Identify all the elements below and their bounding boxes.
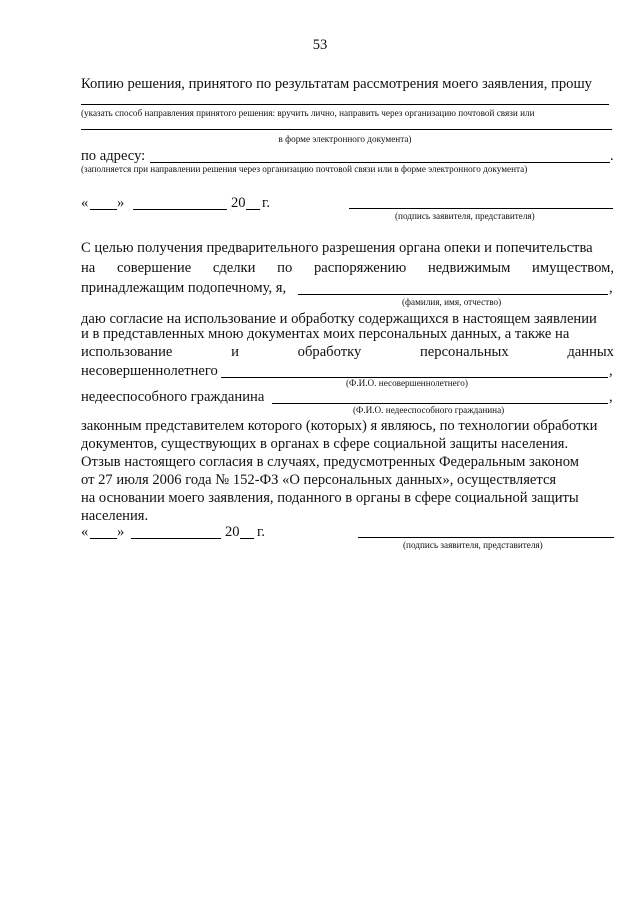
purpose-line-3: принадлежащим подопечному, я,: [81, 280, 287, 296]
incapable-line-end: ,: [609, 389, 613, 405]
minor-line-end: ,: [609, 363, 613, 379]
purpose-word: совершение: [117, 260, 192, 276]
consent-word: данных: [567, 344, 614, 360]
page-number: 53: [312, 37, 328, 53]
revoke-line-2: от 27 июля 2006 года № 152-ФЗ «О персональных данных», осуществляется: [81, 472, 557, 488]
consent-word: обработку: [297, 344, 362, 360]
signature-2-hint: (подпись заявителя, представителя): [403, 540, 543, 550]
address-end: .: [610, 148, 614, 164]
date-quote-close: »: [117, 195, 125, 211]
date-2-year-suffix: г.: [257, 524, 265, 540]
decision-copy-text: Копию решения, принятого по результатам рассмотрения моего заявления, прошу: [81, 76, 592, 92]
date-month-line: [133, 209, 227, 210]
fio-line-end: ,: [609, 280, 613, 296]
consent-line-3: [81, 344, 614, 361]
incapable-line: [272, 403, 608, 404]
fio-hint: (фамилия, имя, отчество): [402, 297, 502, 307]
decision-method-line-2: [81, 129, 612, 130]
purpose-line-2: [81, 260, 614, 277]
incapable-label: недееспособного гражданина: [81, 389, 265, 405]
minor-hint: (Ф.И.О. несовершеннолетнего): [346, 378, 468, 388]
date-2-day-line: [90, 538, 117, 539]
purpose-word: на: [81, 260, 96, 276]
date-2-quote-close: »: [117, 524, 125, 540]
purpose-word: недвижимым: [427, 260, 511, 276]
address-line: [150, 162, 610, 163]
consent-line-2: и в представленных мною документах моих персональных данных, а также на: [81, 326, 570, 342]
consent-word: персональных: [420, 344, 509, 360]
consent-line-1: даю согласие на использование и обработку содержащихся в настоящем заявлении: [81, 311, 597, 327]
signature-2-line: [358, 537, 614, 538]
revoke-line-1: Отзыв настоящего согласия в случаях, предусмотренных Федеральным законом: [81, 454, 579, 470]
date-2-year-line: [240, 538, 254, 539]
minor-label: несовершеннолетнего: [81, 363, 218, 379]
purpose-word: по: [277, 260, 293, 276]
date-day-line: [90, 209, 117, 210]
decision-method-line: [81, 104, 609, 105]
date-2-month-line: [131, 538, 221, 539]
decision-method-hint-2: в форме электронного документа): [278, 134, 412, 144]
address-label: по адресу:: [81, 148, 146, 164]
date-2-quote-open: «: [81, 524, 89, 540]
purpose-word: имуществом,: [532, 260, 614, 276]
date-quote-open: «: [81, 195, 89, 211]
fio-line: [298, 294, 608, 295]
date-year-prefix: 20: [231, 195, 246, 211]
date-year-line: [246, 209, 260, 210]
signature-hint: (подпись заявителя, представителя): [395, 211, 535, 221]
address-hint: (заполняется при направлении решения через организацию почтовой связи или в форме электронного документа): [81, 164, 528, 174]
decision-method-hint-1: (указать способ направления принятого решения: вручить лично, направить через организацию почтовой связи или: [81, 108, 535, 118]
purpose-word: сделки: [212, 260, 256, 276]
consent-word: и: [231, 344, 239, 360]
incapable-hint: (Ф.И.О. недееспособного гражданина): [353, 405, 505, 415]
revoke-line-4: населения.: [81, 508, 149, 524]
purpose-line-1: С целью получения предварительного разрешения органа опеки и попечительства: [81, 240, 593, 256]
consent-word: использование: [81, 344, 173, 360]
revoke-line-3: на основании моего заявления, поданного в органы в сфере социальной защиты: [81, 490, 579, 506]
representative-line-1: законным представителем которого (которых) я являюсь, по технологии обработки: [81, 418, 598, 434]
signature-line: [349, 208, 613, 209]
representative-line-2: документов, существующих в органах в сфере социальной защиты населения.: [81, 436, 569, 452]
date-year-suffix: г.: [262, 195, 270, 211]
purpose-word: распоряжению: [313, 260, 407, 276]
date-2-year-prefix: 20: [225, 524, 240, 540]
